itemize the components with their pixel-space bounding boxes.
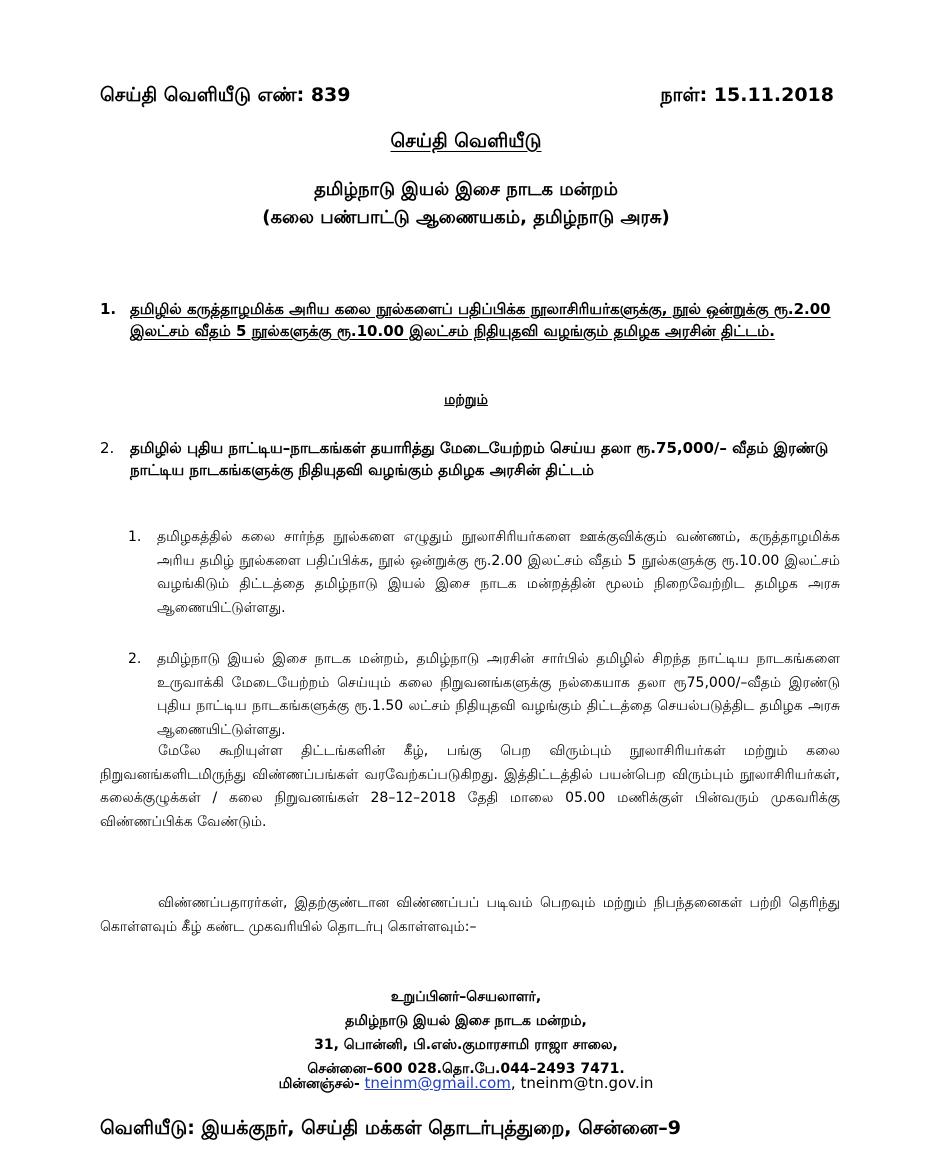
email-label: மின்னஞ்சல்-	[278, 1076, 360, 1092]
body-paragraph: விண்ணப்பதாரர்கள், இதற்குண்டான விண்ணப்பப் படிவம் பெறவும் மற்றும் நிபந்தனைகள் பற்றி தெரிந்து கொள்ளவும் கீழ் கண்ட முகவரியில் தொடர்பு கொள்ளவும்:–	[100, 895, 840, 935]
topic-text: தமிழில் கருத்தாழமிக்க அரிய கலை நூல்களைப் பதிப்பிக்க நூலாசிரியர்களுக்கு, நூல் ஒன்றுக்கு ரூ.2.00 இலட்சம் வீதம் 5 நூல்களுக்கு ரூ.10.00 இலட்சம் நிதியுதவி வழங்கும் தமிழக அரசின் திட்டம்.	[130, 300, 831, 340]
organization-name: தமிழ்நாடு இயல் இசை நாடக மன்றம்	[314, 179, 618, 200]
address-line: சென்னை–600 028.தொ.பே.044–2493 7471.	[307, 1061, 625, 1077]
detail-number: 1.	[128, 529, 142, 545]
detail-text: தமிழகத்தில் கலை சார்ந்த நூல்களை எழுதும் நூலாசிரியர்களை ஊக்குவிக்கும் வண்ணம், கருத்தாழமிக்க அரிய தமிழ் நூல்களை பதிப்பிக்க, நூல் ஒன்றுக்கு ரூ.2.00 இலட்சம் வீதம் 5 நூல்களுக்கு ரூ.10.00 இலட்சம் வழங்கிடும் திட்டத்தை தமிழ்நாடு இயல் இசை நாடக மன்றத்தின் மூலம் நிறைவேற்றிட தமிழக அரசு ஆணையிட்டுள்ளது.	[157, 529, 840, 616]
detail-text: தமிழ்நாடு இயல் இசை நாடக மன்றம், தமிழ்நாடு அரசின் சார்பில் தமிழில் சிறந்த நாட்டிய நாடகங்களை உருவாக்கி மேடையேற்றம் செய்யும் கலை நிறுவனங்களுக்கு நல்கையாக தலா ரூ75,000/–வீதம் இரண்டு புதிய நாட்டிய நாடகங்களுக்கு ரூ.1.50 லட்சம் நிதியுதவி வழங்கும் திட்டத்தை செயல்படுத்திட தமிழக அரசு ஆணையிட்டுள்ளது.	[157, 651, 840, 738]
organization-subtitle: (கலை பண்பாட்டு ஆணையகம், தமிழ்நாடு அரசு)	[262, 207, 670, 228]
email-secondary: tneinm@tn.gov.in	[520, 1074, 654, 1092]
topic-number: 1.	[100, 300, 117, 318]
detail-number: 2.	[128, 651, 142, 667]
address-line: உறுப்பினர்–செயலாளர்,	[390, 989, 542, 1005]
email-link[interactable]: tneinm@gmail.com	[364, 1074, 511, 1092]
footer-issuer: வெளியீடு: இயக்குநர், செய்தி மக்கள் தொடர்புத்துறை, சென்னை–9	[100, 1117, 681, 1139]
email-line	[0, 1071, 932, 1096]
body-paragraph: மேலே கூறியுள்ள திட்டங்களின் கீழ், பங்கு பெற விரும்பும் நூலாசிரியர்கள் மற்றும் கலை நிறுவனங்களிடமிருந்து விண்ணப்பங்கள் வரவேற்கப்படுகிறது. இத்திட்டத்தில் பயன்பெற விரும்பும் நூலாசிரியர்கள், கலைக்குழுக்கள் / கலை நிறுவனங்கள் 28–12–2018 தேதி மாலை 05.00 மணிக்குள் பின்வரும் முகவரிக்கு விண்ணப்பிக்க வேண்டும்.	[100, 743, 840, 830]
release-date: நாள்: 15.11.2018	[660, 84, 834, 106]
document-heading: செய்தி வெளியீடு	[390, 130, 542, 152]
address-line: 31, பொன்னி, பி.எஸ்.குமாரசாமி ராஜா சாலை,	[314, 1037, 618, 1053]
topic-text: தமிழில் புதிய நாட்டிய–நாடகங்கள் தயாரித்து மேடையேற்றம் செய்ய தலா ரூ.75,000/– வீதம் இரண்டு நாட்டிய நாடகங்களுக்கு நிதியுதவி வழங்கும் தமிழக அரசின் திட்டம்	[130, 439, 829, 479]
topic-number: 2.	[100, 439, 115, 457]
email-separator: ,	[510, 1074, 516, 1092]
address-line: தமிழ்நாடு இயல் இசை நாடக மன்றம்,	[345, 1013, 587, 1029]
conjunction-text: மற்றும்	[444, 392, 488, 408]
release-number: செய்தி வெளியீடு எண்: 839	[100, 84, 351, 106]
